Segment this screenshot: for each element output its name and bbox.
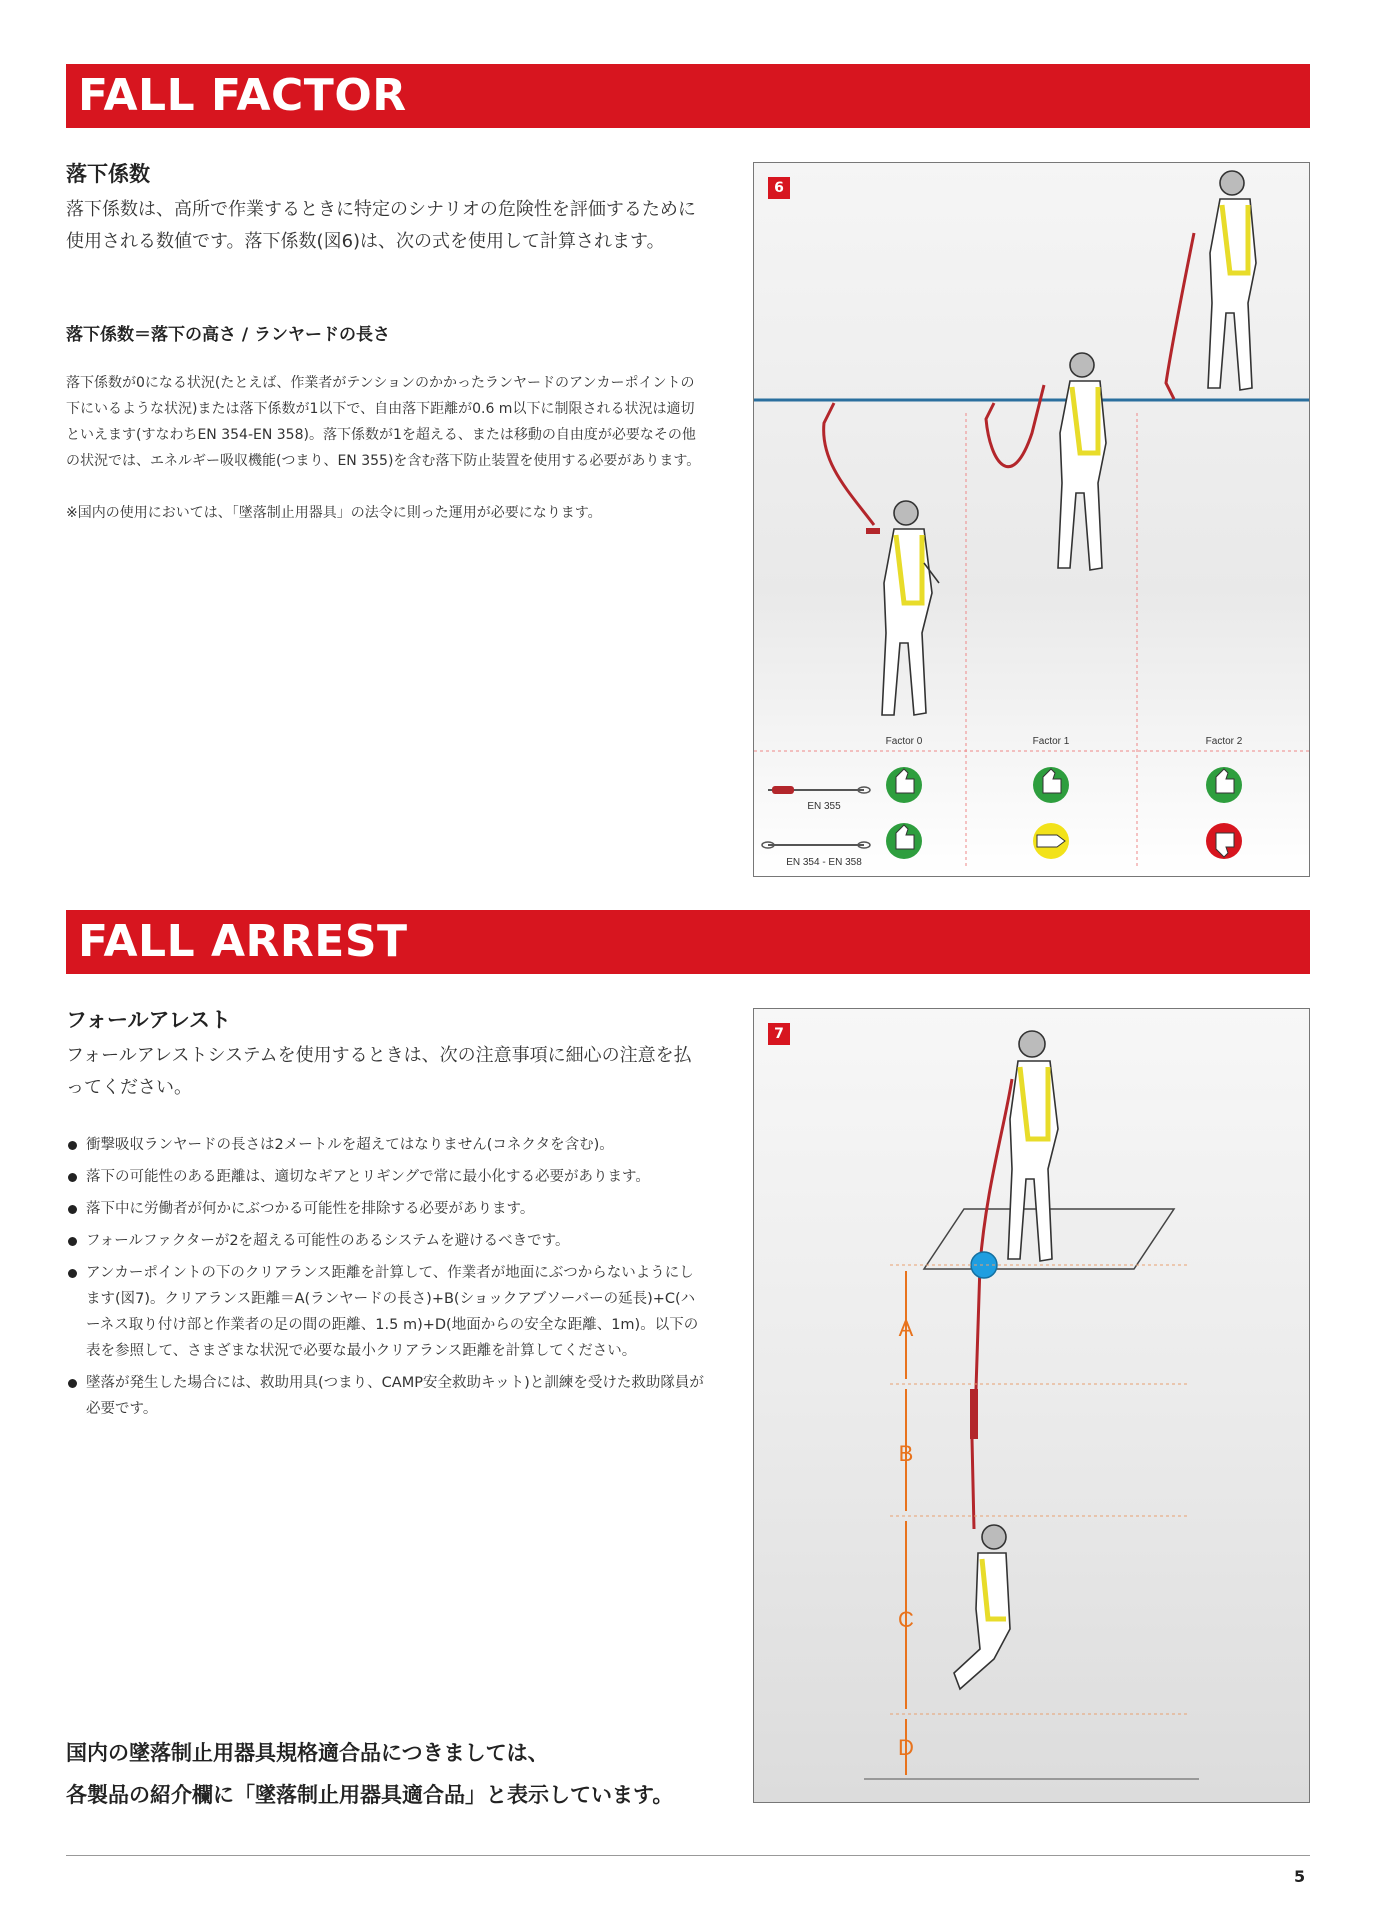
device-label-en355: EN 355 — [807, 801, 841, 812]
fall-arrest-banner: FALL ARREST — [66, 910, 1310, 974]
fall-arrest-lead: フォールアレストシステムを使用するときは、次の注意事項に細心の注意を払ってください。 — [66, 1045, 692, 1098]
fall-factor-banner: FALL FACTOR — [66, 64, 1310, 128]
bullet-icon — [68, 1205, 77, 1214]
bullet-item: アンカーポイントの下のクリアランス距離を計算して、作業者が地面にぶつからないようにします(図7)。クリアランス距離＝A(ランヤードの長さ)+B(ショックアブソーバーの延長)+C(ハーネス取り付け部と作業者の足の間の距離、1.5 m)+D(地面からの安全な距離、1m)。以下の表を参照して、さまざまな状況で必要な最小クリアランス距離を計算してください。 — [66, 1260, 706, 1364]
thumbs-down-icon — [1206, 823, 1242, 859]
bullet-item: フォールファクターが2を超える可能性のあるシステムを避けるべきです。 — [66, 1228, 706, 1254]
thumbs-up-icon — [1206, 767, 1242, 803]
figure-6 — [753, 162, 1310, 877]
bullet-icon — [68, 1141, 77, 1150]
fall-factor-heading: 落下係数 — [66, 162, 150, 186]
fall-factor-body: 落下係数が0になる状況(たとえば、作業者がテンションのかかったランヤードのアンカーポイントの下にいるような状況)または落下係数が1以下で、自由落下距離が0.6 m以下に制限される状況は適切といえます(すなわちEN 354-EN 358)。落下係数が1を超える、または移動の自由度が必要なその他の状況では、エネルギー吸収機能(つまり、EN 355)を含む落下防止装置を使用する必要があります。 — [66, 375, 701, 469]
figure-7-number: 7 — [768, 1023, 790, 1045]
bullet-item: 落下中に労働者が何かにぶつかる可能性を排除する必要があります。 — [66, 1196, 706, 1222]
thumbs-up-icon — [886, 767, 922, 803]
bullet-item: 落下の可能性のある距離は、適切なギアとリギングで常に最小化する必要があります。 — [66, 1164, 706, 1190]
bullet-icon — [68, 1269, 77, 1278]
segment-label-a: A — [898, 1316, 914, 1341]
bullet-item: 墜落が発生した場合には、救助用具(つまり、CAMP安全救助キット)と訓練を受けた救助隊員が必要です。 — [66, 1370, 706, 1422]
fall-factor-note: ※国内の使用においては、「墜落制止用器具」の法令に則った運用が必要になります。 — [66, 505, 602, 521]
factor-label-0: Factor 0 — [885, 736, 923, 747]
fall-arrest-bullets — [66, 1132, 706, 1428]
thumbs-up-icon — [1033, 767, 1069, 803]
bullet-icon — [68, 1237, 77, 1246]
footer-divider — [66, 1855, 1310, 1856]
thumbs-neutral-icon — [1033, 823, 1069, 859]
segment-label-b: B — [898, 1441, 914, 1466]
closing-line-1: 国内の墜落制止用器具規格適合品につきましては、 — [66, 1741, 549, 1765]
segment-label-d: D — [898, 1735, 914, 1760]
page-number: 5 — [1294, 1867, 1306, 1886]
fall-factor-formula: 落下係数＝落下の高さ / ランヤードの長さ — [66, 325, 391, 345]
segment-label-c: C — [898, 1607, 914, 1632]
bullet-icon — [68, 1173, 77, 1182]
closing-line-2: 各製品の紹介欄に「墜落制止用器具適合品」と表示しています。 — [66, 1783, 674, 1807]
shock-absorber — [970, 1389, 978, 1439]
bullet-item: 衝撃吸収ランヤードの長さは2メートルを超えてはなりません(コネクタを含む)。 — [66, 1132, 706, 1158]
device-label-en354: EN 354 - EN 358 — [786, 857, 862, 868]
thumbs-up-icon — [886, 823, 922, 859]
figure-6-number: 6 — [768, 177, 790, 199]
fall-arrest-heading: フォールアレスト — [66, 1008, 232, 1032]
bullet-icon — [68, 1379, 77, 1388]
figure-7 — [753, 1008, 1310, 1803]
factor-label-1: Factor 1 — [1032, 736, 1070, 747]
fall-factor-lead: 落下係数は、高所で作業するときに特定のシナリオの危険性を評価するために使用される数値です。落下係数(図6)は、次の式を使用して計算されます。 — [66, 199, 696, 252]
factor-label-2: Factor 2 — [1205, 736, 1243, 747]
